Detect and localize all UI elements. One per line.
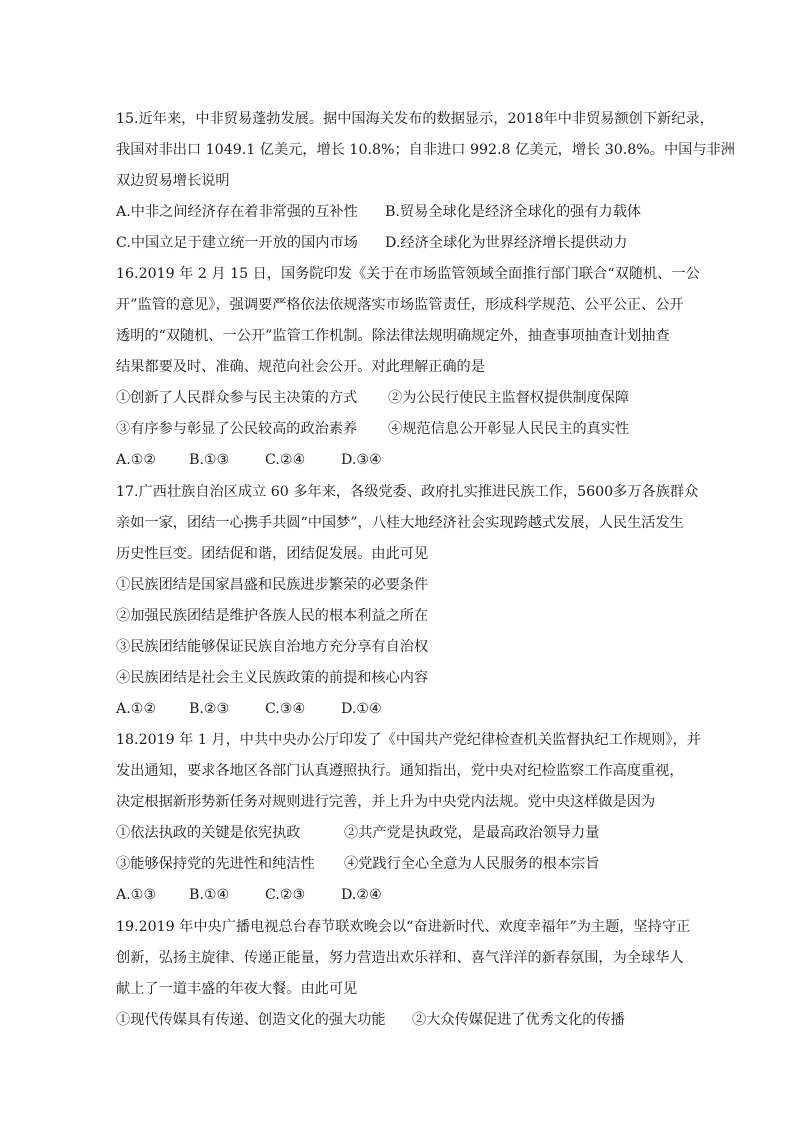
- q15-stem-line: 15.近年来，中非贸易蓬勃发展。据中国海关发布的数据显示，2018年中非贸易额创下新纪录，: [116, 111, 714, 127]
- q16-statement-3: ③有序参与彰显了公民较高的政治素养: [116, 421, 358, 437]
- q17-statement-3: ③民族团结能够保证民族自治地方充分享有自治权: [116, 639, 429, 655]
- q18-statement-1: ①依法执政的关键是依宪执政: [116, 825, 301, 841]
- q16-option-a: A.①②: [116, 452, 157, 468]
- q17-stem-line: 17.广西壮族自治区成立 60 多年来，各级党委、政府扎实推进民族工作，5600多万各族群众: [116, 484, 699, 500]
- q16-statement-4: ④规范信息公开彰显人民民主的真实性: [388, 421, 630, 437]
- q15-option-c: C.中国立足于建立统一开放的国内市场: [116, 235, 358, 251]
- q16-option-d: D.③④: [341, 452, 382, 468]
- q16-stem-line: 透明的“双随机、一公开”监管工作机制。除法律法规明确规定外，抽查事项抽查计划抽查: [116, 328, 670, 344]
- q19-statement-2: ②大众传媒促进了优秀文化的传播: [412, 1012, 625, 1028]
- q17-option-d: D.①④: [341, 701, 382, 717]
- q16-option-c: C.②④: [265, 452, 306, 468]
- q18-option-c: C.②③: [265, 887, 306, 903]
- q15-stem-line: 双边贸易增长说明: [116, 173, 230, 189]
- q17-option-c: C.③④: [265, 701, 306, 717]
- q18-option-a: A.①③: [116, 887, 157, 903]
- q17-option-a: A.①②: [116, 701, 157, 717]
- q16-stem-line: 结果都要及时、准确、规范向社会公开。对此理解正确的是: [116, 359, 485, 375]
- q18-stem-line: 发出通知，要求各地区各部门认真遵照执行。通知指出，党中央对纪检监察工作高度重视，: [116, 763, 684, 779]
- q18-stem-line: 决定根据新形势新任务对规则进行完善，并上升为中央党内法规。党中央这样做是因为: [116, 794, 656, 810]
- q18-stem-line: 18.2019 年 1 月，中共中央办公厅印发了《中国共产党纪律检查机关监督执纪工作规则》，并: [116, 732, 701, 748]
- q17-option-b: B.②③: [189, 701, 230, 717]
- q16-statement-2: ②为公民行使民主监督权提供制度保障: [388, 390, 630, 406]
- q15-option-d: D.经济全球化为世界经济增长提供动力: [385, 235, 628, 251]
- q19-stem-line: 创新，弘扬主旋律、传递正能量，努力营造出欢乐祥和、喜气洋洋的新春氛围，为全球华人: [116, 950, 684, 966]
- q17-statement-1: ①民族团结是国家昌盛和民族进步繁荣的必要条件: [116, 577, 429, 593]
- q15-stem-line: 我国对非出口 1049.1 亿美元，增长 10.8%；自非进口 992.8 亿美元，增长 30.8%。中国与非洲: [116, 142, 735, 158]
- q19-stem-line: 19.2019 年中央广播电视总台春节联欢晚会以“奋进新时代、欢度幸福年”为主题，坚持守正: [116, 919, 691, 935]
- q18-option-b: B.①④: [189, 887, 230, 903]
- q19-statement-1: ①现代传媒具有传递、创造文化的强大功能: [116, 1012, 386, 1028]
- q16-statement-1: ①创新了人民群众参与民主决策的方式: [116, 390, 358, 406]
- q15-option-a: A.中非之间经济存在着非常强的互补性: [116, 204, 358, 220]
- q16-option-b: B.①③: [189, 452, 230, 468]
- q18-statement-3: ③能够保持党的先进性和纯洁性: [116, 856, 315, 872]
- q17-statement-4: ④民族团结是社会主义民族政策的前提和核心内容: [116, 670, 429, 686]
- q18-option-d: D.②④: [341, 887, 382, 903]
- q17-stem-line: 历史性巨变。团结促和谐，团结促发展。由此可见: [116, 546, 429, 562]
- q18-statement-2: ②共产党是执政党，是最高政治领导力量: [344, 825, 600, 841]
- q15-option-b: B.贸易全球化是经济全球化的强有力载体: [385, 204, 642, 220]
- q16-stem-line: 16.2019 年 2 月 15 日，国务院印发《关于在市场监管领域全面推行部门联合“双随机、一公: [116, 266, 700, 282]
- q17-statement-2: ②加强民族团结是维护各族人民的根本利益之所在: [116, 608, 429, 624]
- q18-statement-4: ④党践行全心全意为人民服务的根本宗旨: [344, 856, 600, 872]
- q17-stem-line: 亲如一家，团结一心携手共圆“中国梦”，八桂大地经济社会实现跨越式发展，人民生活发生: [116, 515, 684, 531]
- q19-stem-line: 献上了一道丰盛的年夜大餐。由此可见: [116, 981, 358, 997]
- q16-stem-line: 开”监管的意见》，强调要严格依法依规落实市场监管责任，形成科学规范、公平公正、公开: [116, 297, 684, 313]
